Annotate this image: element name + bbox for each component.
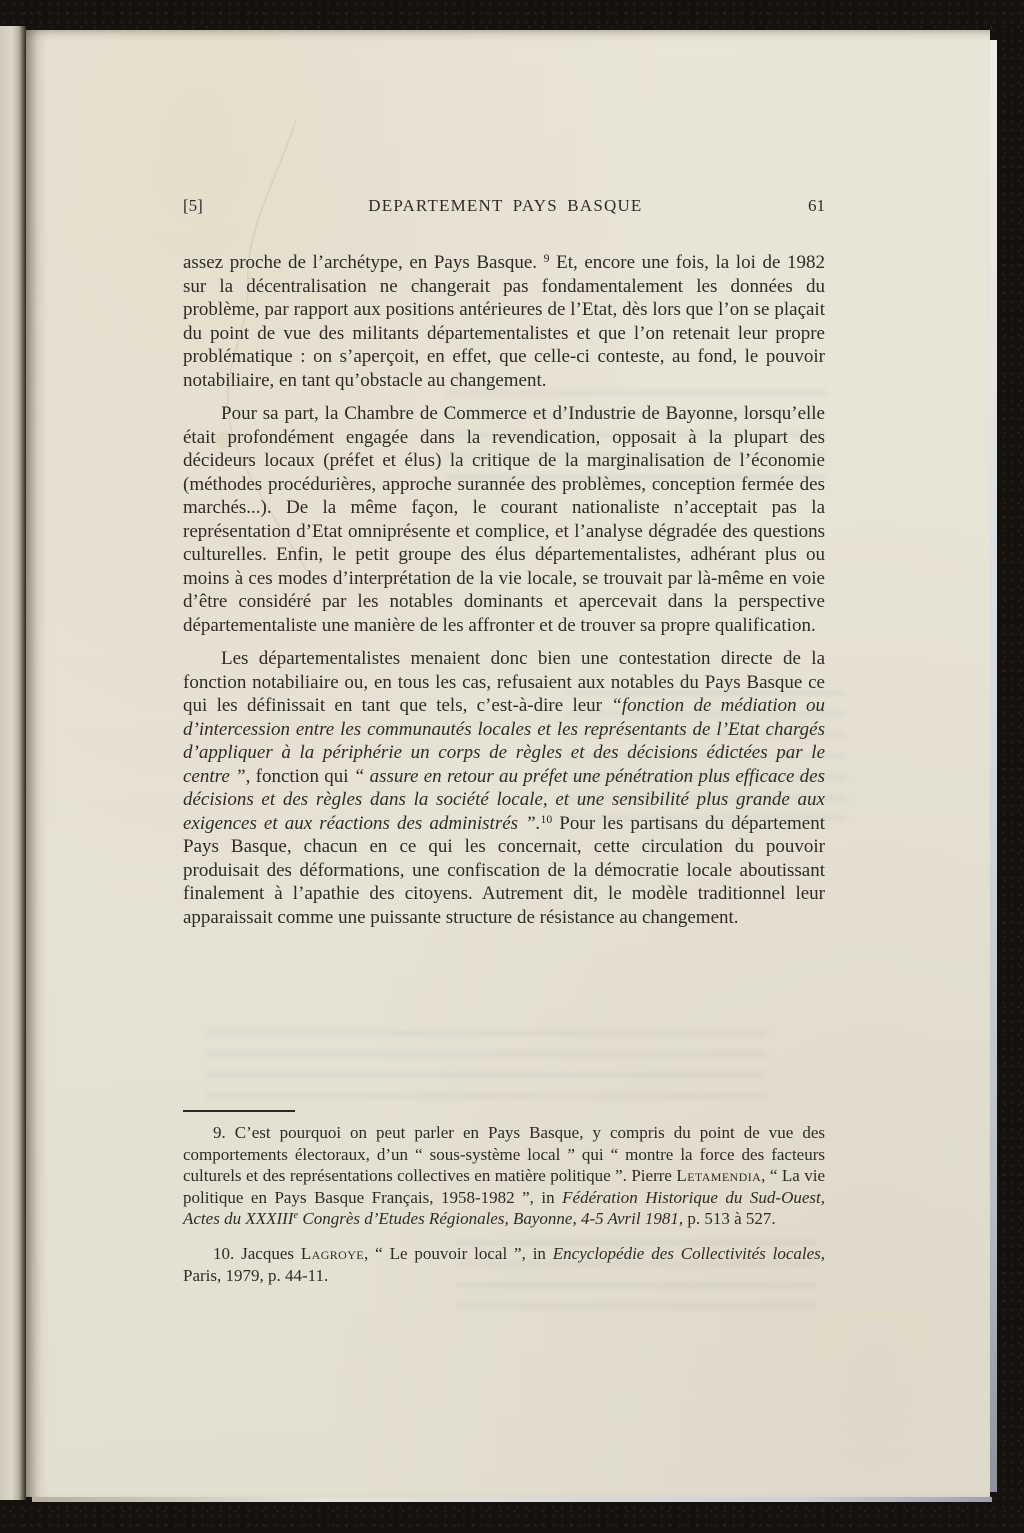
book-page (26, 30, 990, 1497)
page-header (183, 196, 825, 216)
show-through-ghost (206, 1030, 766, 1100)
header-section-number: [5] (183, 196, 203, 215)
header-title: DEPARTEMENT PAYS BASQUE (368, 196, 643, 215)
footnotes-section (183, 1110, 825, 1286)
footnote-9: 9. C’est pourquoi on peut parler en Pays Basque, y compris du point de vue des comportements électoraux, d’un “ sous-système local ” qui “ montre la force des facteurs culturels et des représentations collectives en matière politique ”. Pierre Letamendia, “ La vie politique en Pays Basque Français, 1958-1982 ”, in Fédération Historique du Sud-Ouest, Actes du XXXIIIe Congrès d’Etudes Régionales, Bayonne, 4-5 Avril 1981, p. 513 à 527. (183, 1123, 825, 1229)
paragraph-1: assez proche de l’archétype, en Pays Basque. $^9$ Et, encore une fois, la loi de 1982 sur la décentralisation ne changerait pas fondamentalement les données du problème, par rapport aux positions antérieures de l’Etat, dès lors que l’on se plaçait du point de vue des militants départementalistes et que l’on retenait leur propre problématique : on s’aperçoit, en effet, que celle-ci conteste, au fond, le pouvoir notabiliaire, en tant qu’obstacle au changement. (183, 252, 825, 391)
previous-page-edge (0, 26, 26, 1500)
footnote-separator-rule (183, 1110, 295, 1112)
body-text (183, 251, 825, 929)
header-page-number: 61 (808, 196, 825, 215)
paragraph-3: Les départementalistes menaient donc bien une contestation directe de la fonction notabiliaire ou, en tous les cas, refusaient aux notables du Pays Basque ce qui les définissait en tant que tels, c’est-à-dire leur “fonction de médiation ou d’intercession entre les communautés locales et les représentants de l’Etat chargés d’appliquer à la périphérie un corps de règles et des décisions édictées par le centre ”, fonction qui “ assure en retour au préfet une pénétration plus efficace des décisions et des règles dans la société locale, et une sensibilité plus grande aux exigences et aux réactions des administrés ”.$^{10}$ Pour les partisans du département Pays Basque, chacun en ce qui les concernait, cette circulation du pouvoir produisait des déformations, une confiscation de la démocratie locale aboutissant finalement à l’apathie des citoyens. Autrement dit, le modèle traditionnel leur apparaissait comme une puissante structure de résistance au changement. (183, 648, 826, 928)
footnote-10: 10. Jacques Lagroye, “ Le pouvoir local ”, in Encyclopédie des Collectivités locales, Paris, 1979, p. 44-11. (183, 1243, 825, 1285)
paragraph-2: Pour sa part, la Chambre de Commerce et d’Industrie de Bayonne, lorsqu’elle était profondément engagée dans la revendication, opposait à la plupart des décideurs locaux (préfet et élus) la critique de la marginalisation de l’économie (méthodes procédurières, approche surannée des problèmes, conception fermée des marchés...). De la même façon, le courant nationaliste n’acceptait pas la représentation d’Etat omniprésente et complice, et l’analyse dégradée des questions culturelles. Enfin, le petit groupe des élus départementalistes, adhérant plus ou moins à ces modes d’interprétation de la vie locale, se trouvait par là-même en voie d’être considéré par les notables dominants et apercevait dans la perspective départementaliste une manière de les affronter et de trouver sa propre qualification. (183, 403, 825, 636)
